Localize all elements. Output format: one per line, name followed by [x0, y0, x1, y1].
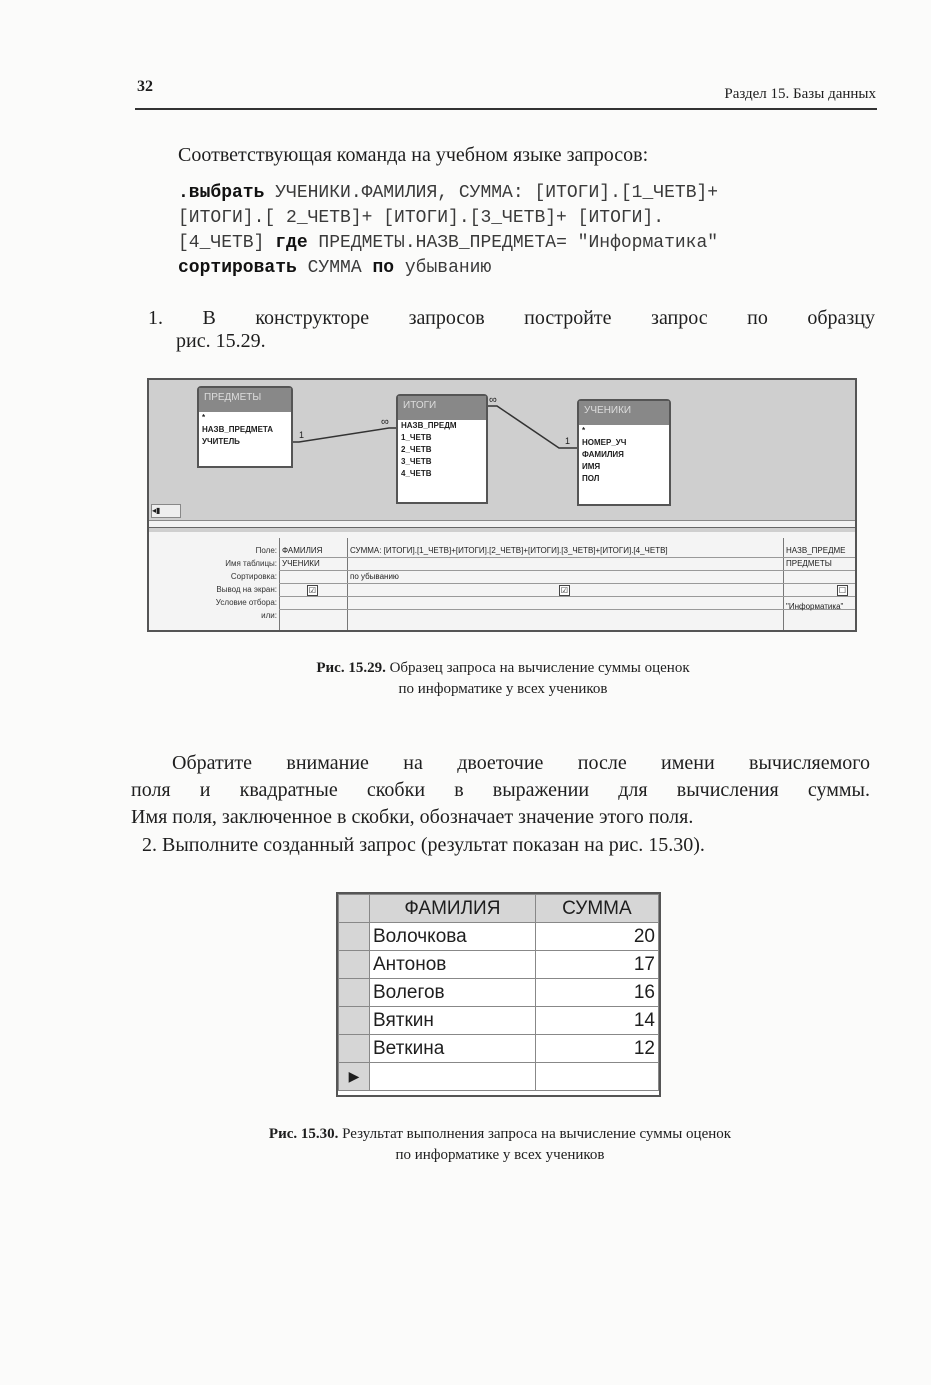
figure-2-caption [140, 1124, 860, 1166]
field-item[interactable]: ФАМИЛИЯ [582, 450, 624, 459]
table-row[interactable] [339, 979, 659, 1007]
kw-sort: сортировать [178, 258, 297, 278]
field-item[interactable]: * [582, 426, 586, 435]
caption-text: Результат выполнения запроса на вычисление суммы оценок [338, 1126, 732, 1142]
code-text: ПРЕДМЕТЫ.НАЗВ_ПРЕДМЕТА= "Информатика" [307, 233, 719, 253]
column-header[interactable]: СУММА [535, 895, 658, 923]
grid-line [279, 538, 280, 630]
grid-line [783, 538, 784, 630]
page-number: 32 [137, 78, 153, 95]
grid-line [279, 609, 855, 610]
sum-cell[interactable] [535, 1063, 658, 1091]
caption-text: Образец запроса на вычисление суммы оценок [385, 660, 690, 676]
kw-by: по [372, 258, 395, 278]
result-datasheet [336, 892, 661, 1097]
table-title: УЧЕНИКИ [579, 401, 669, 425]
field-item[interactable]: НАЗВ_ПРЕДМЕТА [202, 425, 274, 434]
relationship-lines [149, 380, 855, 520]
row-selector[interactable] [339, 1007, 370, 1035]
row-label: Условие отбора: [215, 598, 277, 607]
name-cell[interactable]: Веткина [370, 1035, 536, 1063]
row-label: или: [261, 611, 277, 620]
relation-many-label: ∞ [381, 416, 389, 428]
code-line-2: [ИТОГИ].[ 2_ЧЕТВ]+ [ИТОГИ].[3_ЧЕТВ]+ [ИТОГИ]. [178, 208, 665, 228]
table-title: ПРЕДМЕТЫ [199, 388, 291, 412]
query-designer-screenshot [147, 378, 857, 632]
relation-one-label: 1 [299, 430, 305, 440]
table-row[interactable] [339, 1007, 659, 1035]
sum-cell[interactable]: 12 [535, 1035, 658, 1063]
name-cell[interactable]: Вяткин [370, 1007, 536, 1035]
paragraph-line-2: поля и квадратные скобки в выражении для вычисления суммы. [131, 779, 870, 801]
caption-text: по информатике у всех учеников [395, 1147, 605, 1163]
row-selector[interactable] [339, 923, 370, 951]
relation-one-label: 1 [565, 436, 571, 446]
caption-text: по информатике у всех учеников [398, 681, 608, 697]
name-cell[interactable]: Волегов [370, 979, 536, 1007]
relation-many-label: ∞ [489, 394, 497, 406]
sort-cell[interactable]: по убыванию [350, 572, 399, 581]
kw-select: .выбрать [178, 183, 265, 203]
code-text: [4_ЧЕТВ] [178, 233, 276, 253]
paragraph-line-3: Имя поля, заключенное в скобки, обозначает значение этого поля. [131, 806, 694, 828]
name-cell[interactable]: Волочкова [370, 923, 536, 951]
paragraph-line-1: Обратите внимание на двоеточие после имени вычисляемого [172, 752, 870, 774]
grid-line [347, 538, 348, 630]
row-label: Сортировка: [230, 572, 277, 581]
table-cell[interactable]: УЧЕНИКИ [282, 559, 320, 568]
field-cell[interactable]: СУММА: [ИТОГИ].[1_ЧЕТВ]+[ИТОГИ].[2_ЧЕТВ]+[ИТОГИ].[3_ЧЕТВ]+[ИТОГИ].[4_ЧЕТВ] [350, 546, 668, 555]
sum-cell[interactable]: 17 [535, 951, 658, 979]
row-label: Поле: [255, 546, 277, 555]
table-row[interactable] [339, 923, 659, 951]
pane-splitter[interactable] [149, 520, 855, 528]
header-divider [135, 108, 877, 110]
field-item[interactable]: ПОЛ [582, 474, 600, 483]
show-checkbox[interactable]: ☑ [308, 586, 317, 595]
caption-label: Рис. 15.30. [268, 1126, 339, 1142]
sum-cell[interactable]: 16 [535, 979, 658, 1007]
query-code-block [178, 181, 858, 281]
kw-where: где [275, 233, 308, 253]
new-record-row[interactable] [339, 1063, 659, 1091]
table-cell[interactable]: ПРЕДМЕТЫ [786, 559, 832, 568]
field-item[interactable]: НОМЕР_УЧ [582, 438, 627, 447]
row-label: Вывод на экран: [216, 585, 277, 594]
name-cell[interactable] [370, 1063, 536, 1091]
field-item[interactable]: * [202, 413, 206, 422]
intro-text: Соответствующая команда на учебном языке запросов: [178, 144, 649, 166]
table-row[interactable] [339, 951, 659, 979]
field-item[interactable]: 4_ЧЕТВ [401, 469, 432, 478]
horizontal-scrollbar[interactable]: ◂▮ [151, 504, 181, 518]
grid-line [279, 596, 855, 597]
code-text: убыванию [394, 258, 492, 278]
row-label: Имя таблицы: [225, 559, 277, 568]
current-record-arrow-icon: ▶ [339, 1063, 370, 1091]
query-grid [149, 532, 855, 630]
field-item[interactable]: 2_ЧЕТВ [401, 445, 432, 454]
figure-1-caption [148, 658, 858, 700]
section-title: Раздел 15. Базы данных [724, 86, 876, 102]
step-1-line-2: рис. 15.29. [176, 330, 266, 352]
name-cell[interactable]: Антонов [370, 951, 536, 979]
row-selector[interactable] [339, 979, 370, 1007]
sum-cell[interactable]: 14 [535, 1007, 658, 1035]
table-title: ИТОГИ [398, 396, 486, 420]
field-cell[interactable]: ФАМИЛИЯ [282, 546, 323, 555]
row-selector[interactable] [339, 1035, 370, 1063]
criteria-cell[interactable]: "Информатика" [786, 602, 844, 611]
sum-cell[interactable]: 20 [535, 923, 658, 951]
step-2: 2. Выполните созданный запрос (результат показан на рис. 15.30). [142, 834, 705, 856]
table-row[interactable] [339, 1035, 659, 1063]
field-item[interactable]: НАЗВ_ПРЕДМ [401, 421, 457, 430]
row-selector[interactable] [339, 895, 370, 923]
show-checkbox[interactable]: ☐ [838, 586, 847, 595]
code-text: СУММА [296, 258, 373, 278]
field-cell[interactable]: НАЗВ_ПРЕДМЕ [786, 546, 846, 555]
code-text: УЧЕНИКИ.ФАМИЛИЯ, СУММА: [ИТОГИ].[1_ЧЕТВ]+ [264, 183, 719, 203]
row-selector[interactable] [339, 951, 370, 979]
field-item[interactable]: 1_ЧЕТВ [401, 433, 432, 442]
field-item[interactable]: 3_ЧЕТВ [401, 457, 432, 466]
step-1-line-1: 1. В конструкторе запросов постройте запрос по образцу [148, 307, 875, 329]
caption-label: Рис. 15.29. [316, 660, 386, 676]
show-checkbox[interactable]: ☑ [560, 586, 569, 595]
field-item[interactable]: ИМЯ [582, 462, 601, 471]
column-header[interactable]: ФАМИЛИЯ [370, 895, 536, 923]
field-item[interactable]: УЧИТЕЛЬ [202, 437, 240, 446]
